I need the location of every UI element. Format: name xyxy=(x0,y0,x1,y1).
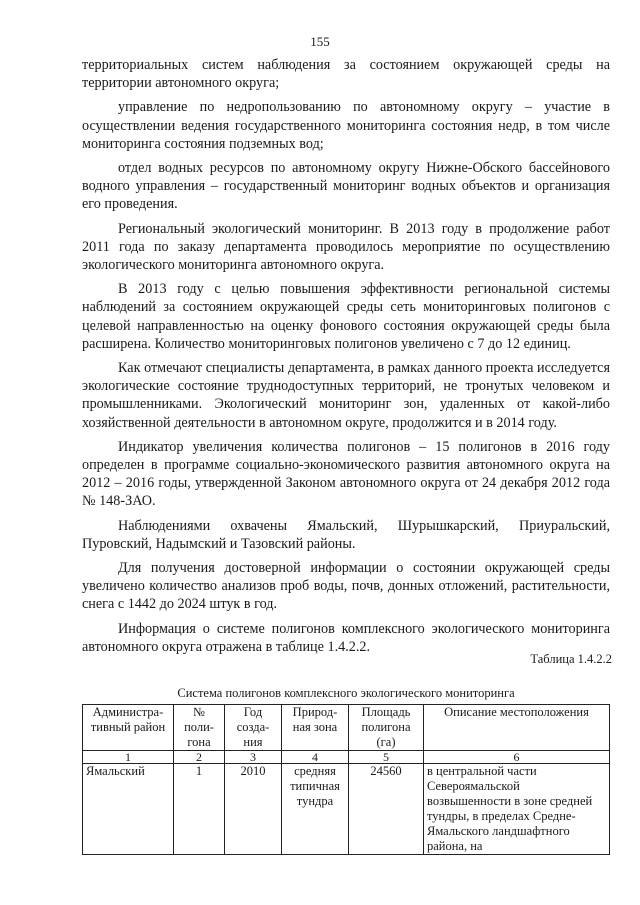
column-number: 4 xyxy=(282,751,349,764)
column-header: Природ-ная зона xyxy=(282,705,349,751)
table-cell: средняя типичная тундра xyxy=(282,764,349,855)
paragraph: Региональный экологический мониторинг. В 2013 году в продолжение работ 2011 года по заказу департамента проводилось мероприятие по осуществлению экологического мониторинга автономного округа. xyxy=(82,220,610,274)
paragraph: Как отмечают специалисты департамента, в рамках данного проекта исследуется экологические состояние труднодоступных территорий, не тронутых человеком и промышленниками. Экологический мониторинг зон, удаленных от какой-либо хозяйственной деятельности в автономном округе, продолжится и в 2014 году. xyxy=(82,360,610,431)
table-row xyxy=(83,764,610,855)
table-header-row xyxy=(83,705,610,751)
table-cell: 2010 xyxy=(225,764,282,855)
paragraph: В 2013 году с целью повышения эффективности региональной системы наблюдений за состоянием окружающей среды сеть мониторинговых полигонов с целевой направленностью на оценку фонового состояния окружающей среды была расширена. Количество мониторинговых полигонов увеличено с 7 до 12 единиц. xyxy=(82,281,610,352)
column-header: Администра-тивный район xyxy=(83,705,174,751)
document-body xyxy=(82,56,610,662)
table-title: Система полигонов комплексного экологического мониторинга xyxy=(177,686,515,700)
paragraph: отдел водных ресурсов по автономному округу Нижне-Обского бассейнового водного управления – государственный мониторинг водных объектов и организация его проведения. xyxy=(82,160,610,213)
table-cell: в центральной части Североямальской возвышенности в зоне средней тундры, в пределах Средне-Ямальского ландшафтного района, на xyxy=(424,764,610,855)
table-cell: 24560 xyxy=(349,764,424,855)
column-number: 3 xyxy=(225,751,282,764)
monitoring-sites-table xyxy=(82,704,610,855)
column-number: 5 xyxy=(349,751,424,764)
paragraph: Индикатор увеличения количества полигонов – 15 полигонов в 2016 году определен в программе социально-экономического развития автономного округа на 2012 – 2016 годы, утвержденной Законом автономного округа от 24 декабря 2012 года № 148-ЗАО. xyxy=(82,438,610,510)
column-number: 1 xyxy=(83,751,174,764)
column-header: Год созда-ния xyxy=(225,705,282,751)
table-cell: 1 xyxy=(174,764,225,855)
column-number: 2 xyxy=(174,751,225,764)
table-label: Таблица 1.4.2.2 xyxy=(530,652,612,666)
column-number: 6 xyxy=(424,751,610,764)
column-number-row xyxy=(83,751,610,764)
table-cell: Ямальский xyxy=(83,764,174,855)
paragraph: территориальных систем наблюдения за состоянием окружающей среды на территории автономного округа; xyxy=(82,57,610,92)
paragraph: Для получения достоверной информации о состоянии окружающей среды увеличено количество анализов проб воды, почв, донных отложений, растительности, снега с 1442 до 2024 штук в год. xyxy=(82,560,610,613)
column-header: № поли-гона xyxy=(174,705,225,751)
paragraph: управление по недропользованию по автономному округу – участие в осуществлении ведения государственного мониторинга состояния недр, в том числе мониторинга состояния подземных вод; xyxy=(82,99,610,152)
column-header: Площадь полигона (га) xyxy=(349,705,424,751)
page-number: 155 xyxy=(310,34,330,49)
column-header: Описание местоположения xyxy=(424,705,610,751)
paragraph: Информация о системе полигонов комплексного экологического мониторинга автономного округа отражена в таблице 1.4.2.2. xyxy=(82,620,610,655)
paragraph: Наблюдениями охвачены Ямальский, Шурышкарский, Приуральский, Пуровский, Надымский и Тазовский районы. xyxy=(82,517,610,552)
